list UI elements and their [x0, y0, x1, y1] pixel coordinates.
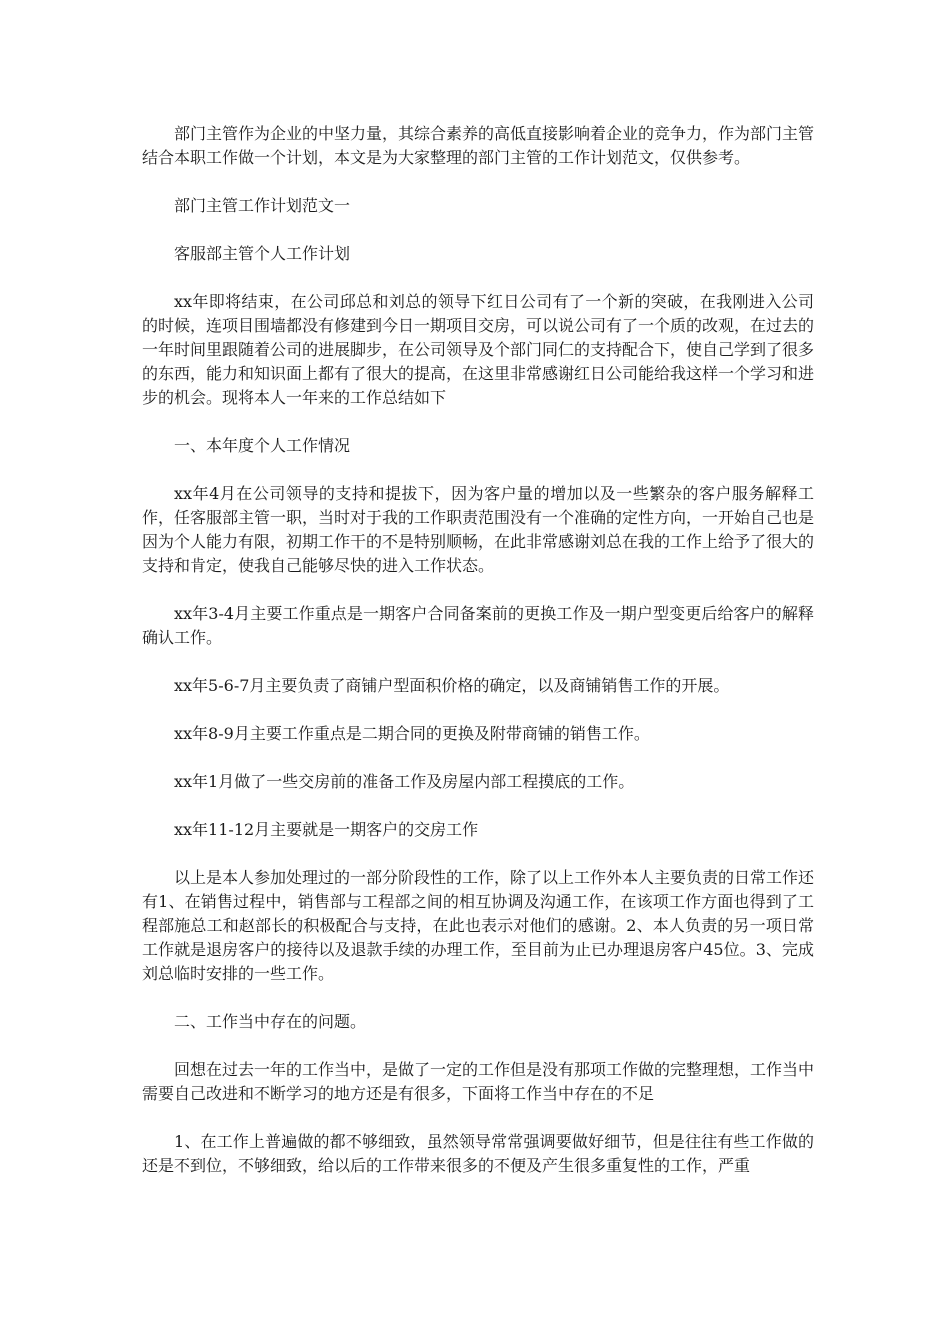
- work-paragraph-may-jul: xx年5-6-7月主要负责了商铺户型面积价格的确定，以及商铺销售工作的开展。: [174, 676, 730, 695]
- plan-title: 客服部主管个人工作计划: [174, 244, 351, 263]
- daily-work-paragraph: 以上是本人参加处理过的一部分阶段性的工作，除了以上工作外本人主要负责的日常工作还有1、在销售过程中，销售部与工程部之间的相互协调及沟通工作，在该项工作方面也得到了工程部施总工和赵部长的积极配合与支持，在此也表示对他们的感谢。2、本人负责的另一项日常工作就是退房客户的接待以及退款手续的办理工作，至目前为止已办理退房客户45位。3、完成刘总临时安排的一些工作。: [142, 868, 815, 983]
- reflection-paragraph: 回想在过去一年的工作当中，是做了一定的工作但是没有那项工作做的完整理想，工作当中需要自己改进和不断学习的地方还是有很多，下面将工作当中存在的不足: [142, 1060, 815, 1103]
- document-body: [142, 122, 814, 1202]
- section-heading-1: 一、本年度个人工作情况: [174, 436, 351, 455]
- work-paragraph-aug-sep: xx年8-9月主要工作重点是二期合同的更换及附带商铺的销售工作。: [174, 724, 650, 743]
- intro-paragraph: 部门主管作为企业的中坚力量，其综合素养的高低直接影响着企业的竞争力，作为部门主管结合本职工作做一个计划，本文是为大家整理的部门主管的工作计划范文，仅供参考。: [142, 124, 815, 167]
- problem-paragraph-1: 1、在工作上普遍做的都不够细致，虽然领导常常强调要做好细节，但是往往有些工作做的还是不到位，不够细致，给以后的工作带来很多的不便及产生很多重复性的工作，严重: [142, 1132, 814, 1175]
- work-paragraph-jan: xx年1月做了一些交房前的准备工作及房屋内部工程摸底的工作。: [174, 772, 635, 791]
- sample-title: 部门主管工作计划范文一: [174, 196, 351, 215]
- summary-paragraph: xx年即将结束，在公司邱总和刘总的领导下红日公司有了一个新的突破，在我刚进入公司的时候，连项目围墙都没有修建到今日一期项目交房，可以说公司有了一个质的改观，在过去的一年时间里跟随着公司的进展脚步，在公司领导及个部门同仁的支持配合下，使自己学到了很多的东西，能力和知识面上都有了很大的提高，在这里非常感谢红日公司能给我这样一个学习和进步的机会。现将本人一年来的工作总结如下: [142, 292, 815, 407]
- work-paragraph-mar-apr: xx年3-4月主要工作重点是一期客户合同备案前的更换工作及一期户型变更后给客户的解释确认工作。: [142, 604, 814, 647]
- section-heading-2: 二、工作当中存在的问题。: [174, 1012, 367, 1031]
- work-paragraph-nov-dec: xx年11-12月主要就是一期客户的交房工作: [174, 820, 479, 839]
- work-paragraph-april: xx年4月在公司领导的支持和提拔下，因为客户量的增加以及一些繁杂的客户服务解释工作，任客服部主管一职，当时对于我的工作职责范围没有一个准确的定性方向，一开始自己也是因为个人能力有限，初期工作干的不是特别顺畅，在此非常感谢刘总在我的工作上给予了很大的支持和肯定，使我自己能够尽快的进入工作状态。: [142, 484, 815, 575]
